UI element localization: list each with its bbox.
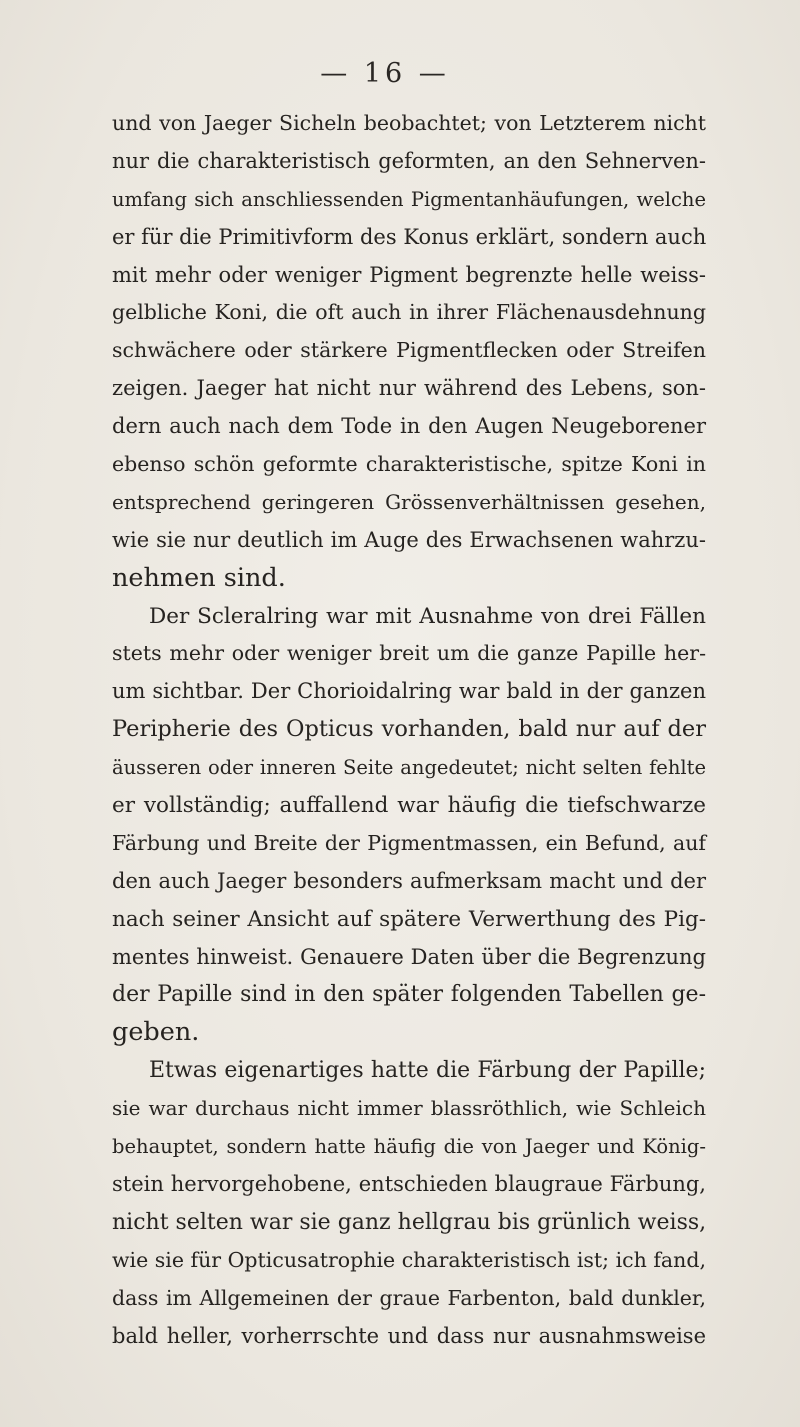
text-line: Der Scleralring war mit Ausnahme von drei Fällen — [149, 603, 706, 629]
text-line: wie sie nur deutlich im Auge des Erwachsenen wahrzu- — [112, 527, 706, 552]
text-line: geben. — [112, 1017, 200, 1048]
text-line: zeigen. Jaeger hat nicht nur während des Lebens, son- — [112, 376, 706, 401]
text-line: gelbliche Koni, die oft auch in ihrer Flächenausdehnung — [112, 300, 706, 325]
text-line: nach seiner Ansicht auf spätere Verwerthung des Pig- — [112, 906, 706, 932]
text-line: ebenso schön geformte charakteristische, spitze Koni in — [112, 452, 706, 477]
page-number: — 16 — — [320, 58, 450, 89]
text-line: Etwas eigenartiges hatte die Färbung der Papille; — [149, 1058, 706, 1084]
text-line: wie sie für Opticusatrophie charakteristisch ist; ich fand, — [112, 1247, 706, 1272]
text-line: Peripherie des Opticus vorhanden, bald nur auf der — [112, 716, 706, 743]
text-line: dass im Allgemeinen der graue Farbenton, bald dunkler, — [112, 1285, 706, 1310]
text-line: nehmen sind. — [112, 562, 286, 593]
text-line: bald heller, vorherrschte und dass nur ausnahmsweise — [112, 1323, 706, 1348]
body-text — [112, 105, 706, 1355]
text-line: nur die charakteristisch geformten, an den Sehnerven- — [112, 148, 706, 173]
text-line: er für die Primitivform des Konus erklärt, sondern auch — [112, 224, 707, 249]
text-line: mentes hinweist. Genauere Daten über die Begrenzung — [112, 944, 706, 969]
text-line: stets mehr oder weniger breit um die ganze Papille her- — [112, 641, 706, 666]
text-line: entsprechend geringeren Grössenverhältnissen gesehen, — [112, 489, 706, 514]
text-line: dern auch nach dem Tode in den Augen Neugeborener — [112, 414, 706, 439]
text-line: äusseren oder inneren Seite angedeutet; nicht selten fehlte — [112, 756, 706, 780]
text-line: den auch Jaeger besonders aufmerksam macht und der — [112, 868, 706, 893]
text-line: nicht selten war sie ganz hellgrau bis grünlich weiss, — [112, 1209, 707, 1235]
text-line: umfang sich anschliessenden Pigmentanhäufungen, welche — [112, 187, 706, 211]
text-line: der Papille sind in den später folgenden Tabellen ge- — [112, 982, 706, 1008]
text-line: behauptet, sondern hatte häufig die von Jaeger und König- — [112, 1135, 706, 1159]
text-line: um sichtbar. Der Chorioidalring war bald in der ganzen — [112, 679, 706, 704]
text-line: er vollständig; auffallend war häufig die tiefschwarze — [112, 793, 706, 819]
text-line: stein hervorgehobene, entschieden blaugraue Färbung, — [112, 1171, 706, 1196]
text-line: Färbung und Breite der Pigmentmassen, ein Befund, auf — [112, 830, 706, 855]
text-line: mit mehr oder weniger Pigment begrenzte helle weiss- — [112, 262, 706, 287]
text-line: und von Jaeger Sicheln beobachtet; von Letzterem nicht — [112, 111, 706, 135]
text-line: sie war durchaus nicht immer blassröthlich, wie Schleich — [112, 1096, 706, 1121]
text-line: schwächere oder stärkere Pigmentflecken oder Streifen — [112, 338, 706, 363]
